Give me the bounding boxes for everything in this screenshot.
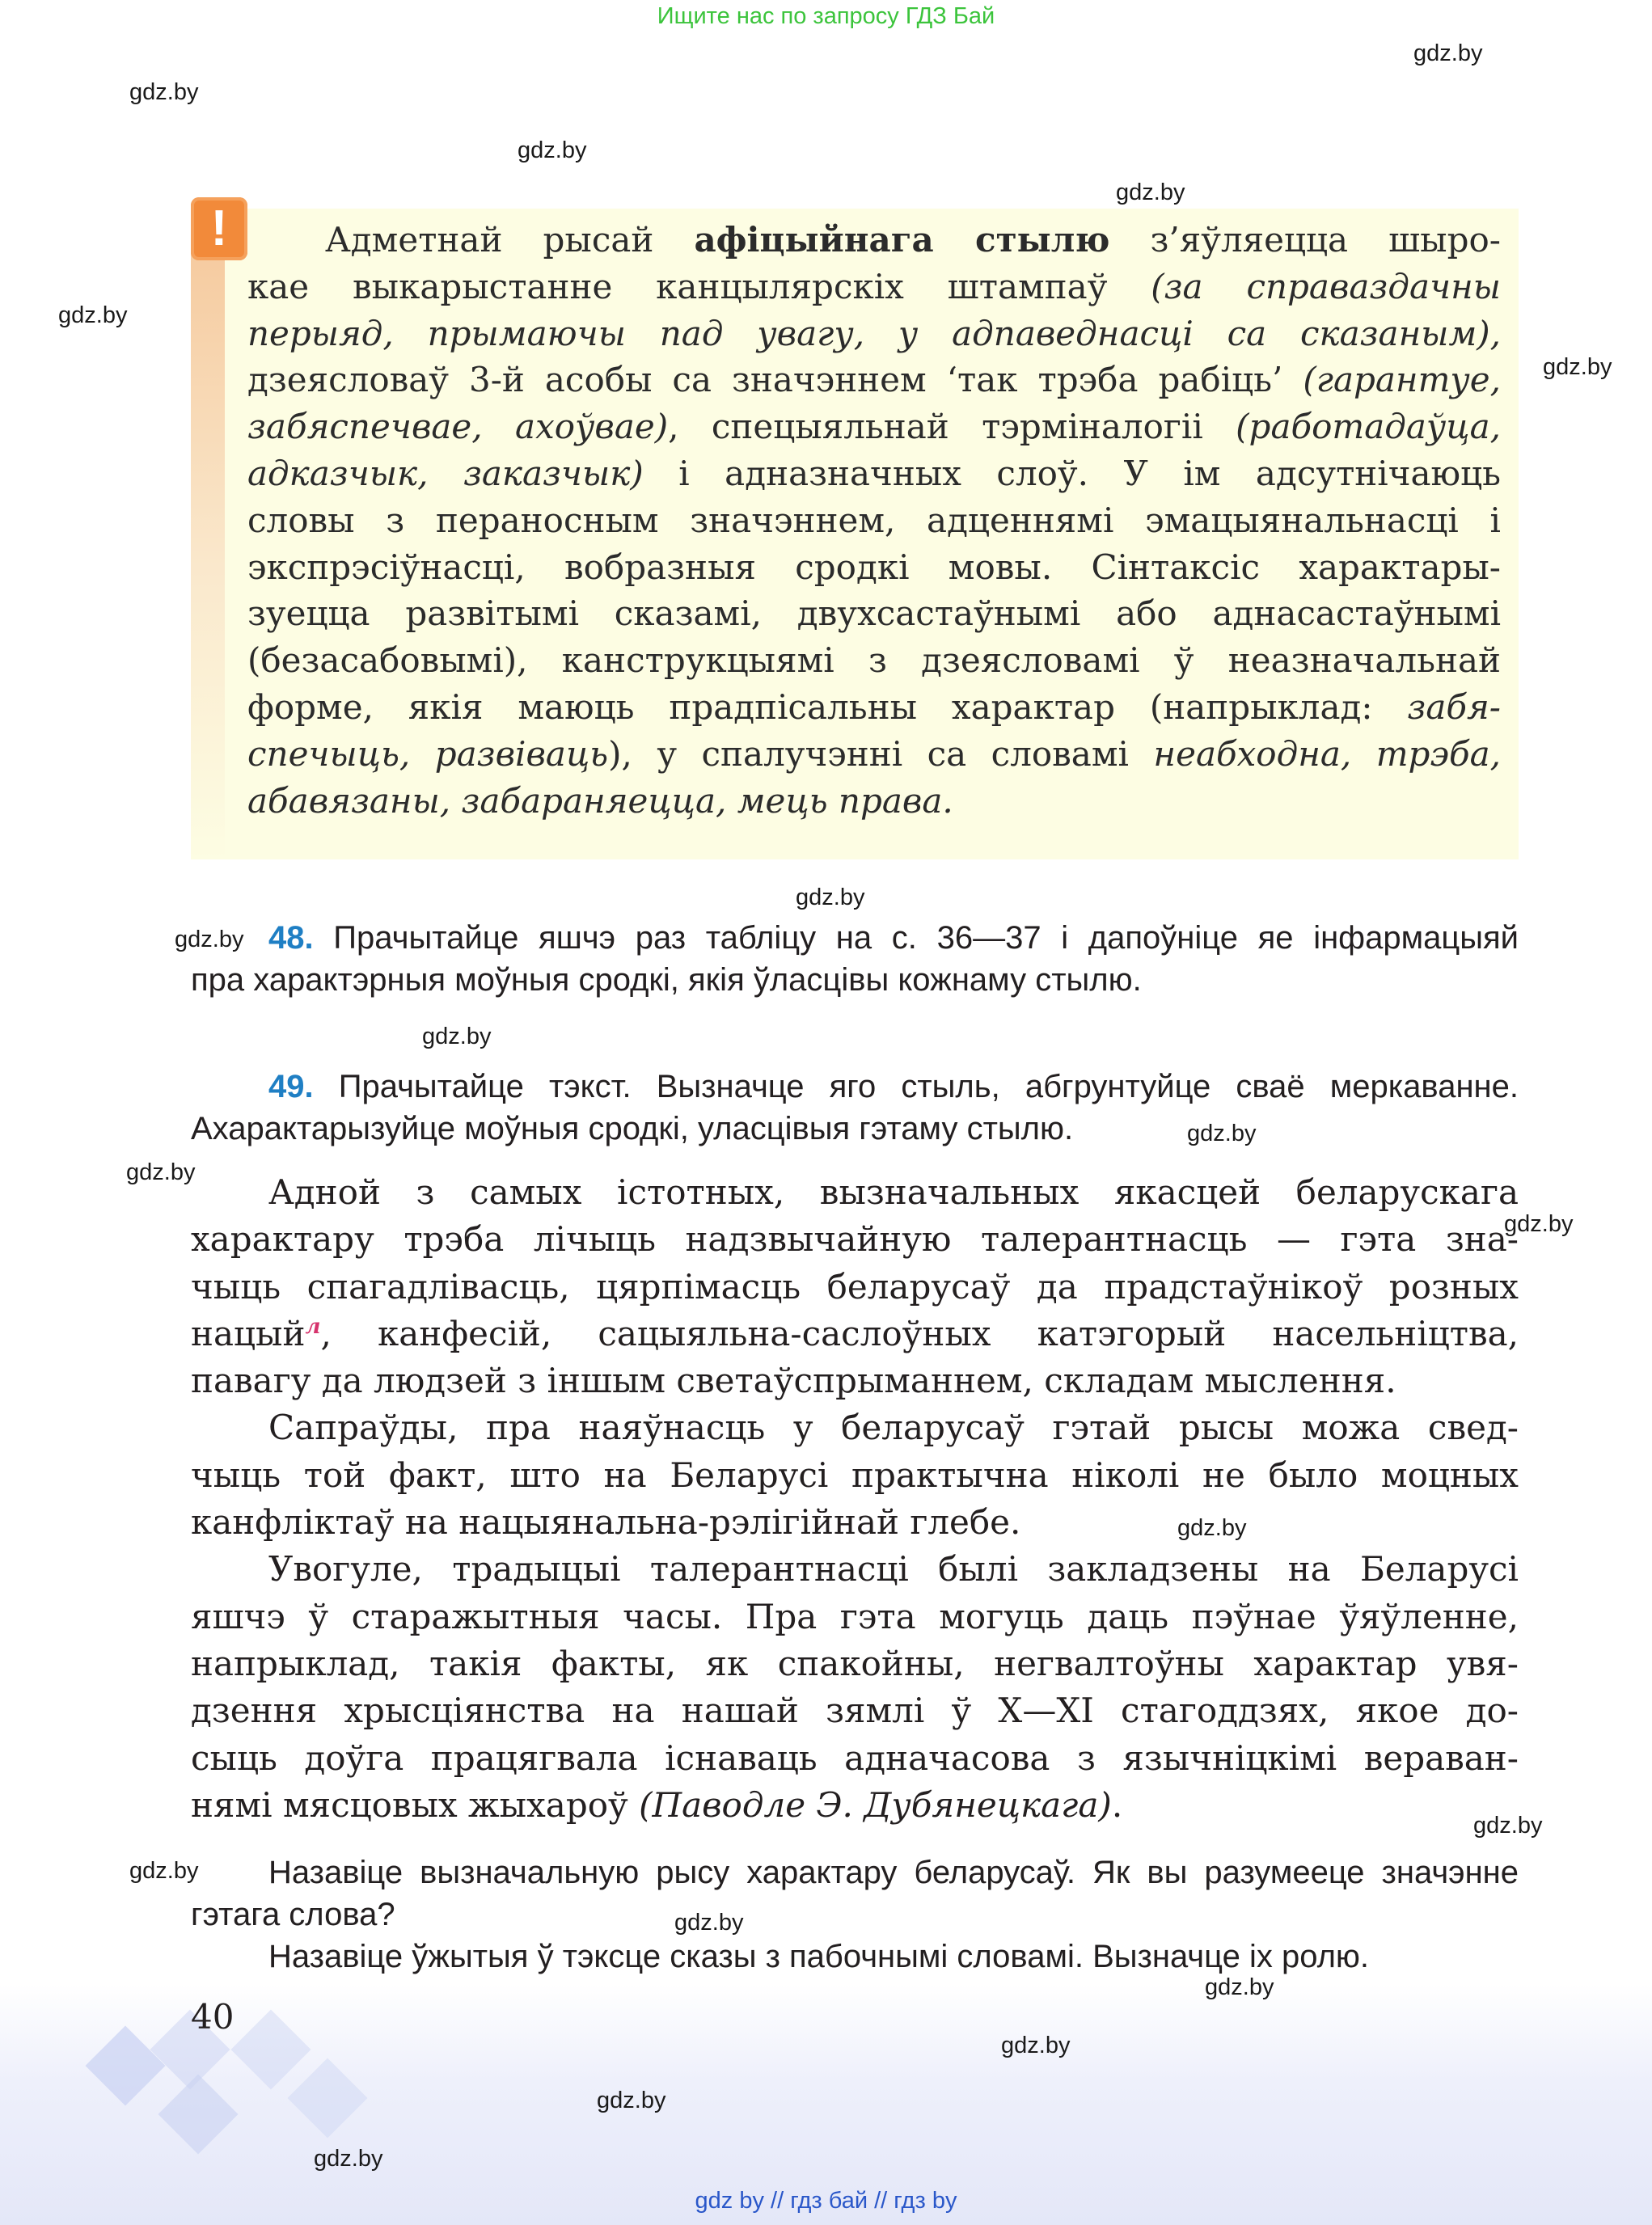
text-line: напрыклад, такія факты, як спакойны, негвалтоўны характар увя- xyxy=(191,1643,1519,1683)
watermark: gdz.by xyxy=(422,1024,492,1049)
rule-line: перыяд, прымаючы пад увагу, у адпаведнасці са сказаным), xyxy=(247,313,1501,353)
watermark: gdz.by xyxy=(126,1159,196,1185)
rule-line: Адметнай рысай афіцыйнага стылю з’яўляецца шыро- xyxy=(325,220,1501,260)
watermark: gdz.by xyxy=(1413,40,1483,66)
task-line: Назавіце вызначальную рысу характару беларусаў. Як вы разумееце значэнне xyxy=(268,1855,1519,1890)
watermark: gdz.by xyxy=(1177,1515,1247,1541)
reading-text xyxy=(191,1169,1519,1829)
exercise-48-line: пра характэрныя моўныя сродкі, якія ўласцівы кожнаму стылю. xyxy=(191,962,1142,998)
page-number: 40 xyxy=(191,1997,234,2037)
text-line: канфліктаў на нацыянальна-рэлігійнай глебе. xyxy=(191,1502,1021,1543)
text-line: нацый$^л$, канфесій, сацыяльна-саслоўных катэгорый насельніцтва, xyxy=(191,1313,1519,1353)
exercise-49 xyxy=(191,1066,1519,1150)
exercise-48 xyxy=(191,917,1519,1001)
task-line: гэтага слова? xyxy=(191,1897,395,1932)
rule-line: форме, якія маюць прадпісальны характар (напрыклад: забя- xyxy=(247,686,1501,727)
vocabulary-mark[interactable]: л xyxy=(305,1314,321,1339)
text-line: павагу да людзей з іншым светаўспрыманнем, складам мыслення. xyxy=(191,1361,1396,1401)
watermark: gdz.by xyxy=(129,79,199,105)
text-line: сыць доўга працягвала існаваць адначасова з язычніцкімі вераван- xyxy=(191,1737,1519,1778)
watermark: gdz.by xyxy=(1504,1211,1574,1237)
text-line: Сапраўды, пра наяўнасць у беларусаў гэтай рысы можа свед- xyxy=(268,1408,1519,1448)
rule-line: адказчык, заказчык) і адназначных слоў. У ім адсутнічаюць xyxy=(247,453,1501,493)
text-line: Адной з самых істотных, вызначальных якасцей беларускага xyxy=(268,1172,1519,1212)
rule-text xyxy=(247,217,1501,824)
exercise-49-line: Ахарактарызуйце моўныя сродкі, уласцівыя гэтаму стылю. xyxy=(191,1111,1074,1146)
watermark: gdz.by xyxy=(1187,1121,1257,1146)
rule-line: абавязаны, забараняецца, мець права. xyxy=(247,780,953,821)
watermark: gdz.by xyxy=(796,885,865,910)
watermark: gdz.by xyxy=(674,1910,744,1936)
rule-line: словы з пераносным значэннем, адценнямі эмацыянальнасці і xyxy=(247,500,1501,540)
rule-line: экспрэсіўнасці, вобразныя сродкі мовы. Сінтаксіс характары- xyxy=(247,547,1501,587)
text-line: дзення хрысціянства на нашай зямлі ў X—XI стагоддзях, якое до- xyxy=(191,1691,1519,1731)
watermark: gdz.by xyxy=(1001,2033,1071,2058)
exercise-48-line: 48. Прачытайце яшчэ раз табліцу на с. 36—37 і дапоўніце яе інфармацыяй xyxy=(268,920,1519,956)
rule-line: зуецца развітымі сказамі, двухсастаўнымі або аднасастаўнымі xyxy=(247,593,1501,634)
footer-links[interactable]: gdz by // гдз бай // гдз by xyxy=(695,2188,957,2214)
exclamation-icon: ! xyxy=(191,197,247,260)
rule-line: спечыць, развіваць), у спалучэнні са словамі неабходна, трэба, xyxy=(247,733,1501,774)
watermark: gdz.by xyxy=(597,2088,666,2113)
rule-line: кае выкарыстанне канцылярскіх штампаў (за справаздачны xyxy=(247,266,1501,306)
rule-line: дзеясловаў 3-й асобы са значэннем ‘так трэба рабіць’ (гарантуе, xyxy=(247,360,1501,400)
task-line: Назавіце ўжытыя ў тэксце сказы з пабочнымі словамі. Вызначце іх ролю. xyxy=(268,1939,1370,1974)
tasks xyxy=(191,1851,1519,1978)
rule-line: забяспечвае, ахоўвае), спецыяльнай тэрміналогіі (работадаўца, xyxy=(247,407,1501,447)
rule-box-stripe xyxy=(191,209,225,859)
exercise-number: 48. xyxy=(268,920,314,956)
rule-line: (безасабовымі), канструкцыямі з дзеясловамі ў неазначальнай xyxy=(247,640,1501,681)
watermark: gdz.by xyxy=(1473,1813,1543,1839)
top-banner[interactable]: Ищите нас по запросу ГДЗ Бай xyxy=(657,3,995,29)
watermark: gdz.by xyxy=(1543,354,1612,380)
watermark: gdz.by xyxy=(1116,179,1185,205)
watermark: gdz.by xyxy=(58,302,128,328)
watermark: gdz.by xyxy=(175,927,244,952)
text-line: яшчэ ў старажытныя часы. Пра гэта могуць даць пэўнае ўяўленне, xyxy=(191,1596,1519,1636)
text-line: Увогуле, традыцыі талерантнасці былі закладзены на Беларусі xyxy=(268,1549,1519,1590)
watermark: gdz.by xyxy=(518,137,587,163)
watermark: gdz.by xyxy=(129,1858,199,1884)
watermark: gdz.by xyxy=(1205,1974,1274,2000)
watermark: gdz.by xyxy=(314,2146,383,2172)
exercise-number: 49. xyxy=(268,1069,314,1104)
text-line: нямі мясцовых жыхароў (Паводле Э. Дубянецкага). xyxy=(191,1784,1123,1825)
text-line: чыць спагадлівасць, цярпімасць беларусаў да прадстаўнікоў розных xyxy=(191,1266,1519,1307)
exercise-49-line: 49. Прачытайце тэкст. Вызначце яго стыль, абгрунтуйце сваё меркаванне. xyxy=(268,1069,1519,1104)
text-line: характару трэба лічыць надзвычайную талерантнасць — гэта зна- xyxy=(191,1219,1519,1260)
text-line: чыць той факт, што на Беларусі практычна ніколі не было моцных xyxy=(191,1454,1519,1495)
